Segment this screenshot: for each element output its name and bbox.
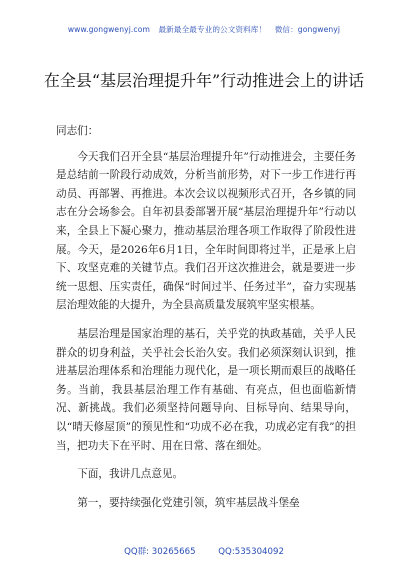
section-heading-first: 第一，要持续强化党建引领，筑牢基层战斗堡垒 (77, 496, 300, 509)
salutation: 同志们： (56, 125, 99, 137)
paragraph-transition: 下面，我讲几点意见。 (77, 468, 184, 481)
header-site-link[interactable]: www.gongwenyj.com (67, 25, 150, 34)
header-slogan: 最新最全最专业的公文资料库！ (158, 25, 267, 34)
page-header (0, 24, 408, 35)
paragraph-intro: 今天我们召开全县“基层治理提升年”行动推进会，主要任务是总结前一阶段行动成效，分析当前形势，对下一步工作进行再动员、再部署、再推进。本次会议以视频形式召开，各乡镇的同志在分会场参会。自年初县委部署开展“基层治理提升年”行动以来，全县上下凝心聚力，推动基层治理各项工作取得了阶段性进展。今天，是2026年6月1日，全年时间即将过半，正是承上启下、攻坚克难的关键节点。我们召开这次推进会，就是要进一步统一思想、压实责任，确保“时间过半、任务过半”，奋力实现基层治理效能的大提升，为全县高质量发展筑牢坚实根基。 (56, 150, 356, 312)
footer-qq-group: QQ群: 30265665 (124, 547, 196, 557)
footer-qq: QQ:535304092 (218, 547, 284, 557)
page-footer (0, 545, 408, 557)
paragraph-significance: 基层治理是国家治理的基石，关乎党的执政基础，关乎人民群众的切身利益，关乎社会长治久安。我们必须深刻认识到，推进基层治理体系和治理能力现代化，是一项长期而艰巨的战略任务。当前，我县基层治理工作有基础、有亮点，但也面临新情况、新挑战。我们必须坚持问题导向、目标导向、结果导向，以“晴天修屋顶”的预见性和“功成不必在我，功成必定有我”的担当，把功夫下在平时、用在日常、落在细处。 (56, 327, 356, 452)
document-title: 在全县“基层治理提升年”行动推进会上的讲话 (43, 71, 365, 90)
header-wechat: 微信：gongwenyj (274, 25, 341, 34)
document-body (56, 122, 356, 512)
